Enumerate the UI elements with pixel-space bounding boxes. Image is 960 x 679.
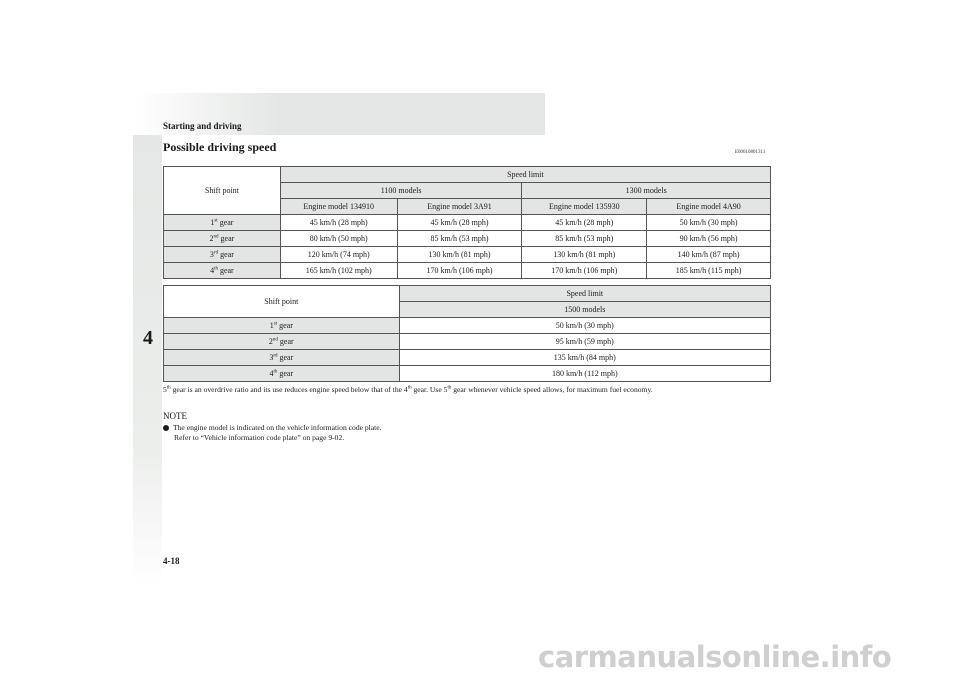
shift-point-header: Shift point: [164, 167, 281, 215]
engine-header: Engine model 4A90: [647, 199, 771, 215]
speed-cell: 45 km/h (28 mph): [280, 215, 397, 231]
speed-cell: 120 km/h (74 mph): [280, 247, 397, 263]
speed-cell: 130 km/h (81 mph): [397, 247, 522, 263]
overdrive-paragraph: 5th gear is an overdrive ratio and its use reduces engine speed below that of the 4th gear. Use 5th gear whenever vehicle speed allows, for maximum fuel economy.: [163, 385, 653, 394]
table-row: [164, 263, 771, 279]
speed-cell: 165 km/h (102 mph): [280, 263, 397, 279]
speed-cell: 170 km/h (106 mph): [397, 263, 522, 279]
speed-limit-header: Speed limit: [280, 167, 770, 183]
speed-cell: 130 km/h (81 mph): [522, 247, 647, 263]
watermark: carmanualsonline.info: [538, 640, 892, 674]
speed-cell: 95 km/h (59 mph): [399, 334, 770, 350]
note-reference[interactable]: Refer to “Vehicle information code plate” on page 9-02.: [174, 433, 345, 442]
gear-label: 3rd gear: [164, 247, 281, 263]
engine-header: Engine model 135930: [522, 199, 647, 215]
table-row: [164, 350, 771, 366]
chapter-number: 4: [143, 327, 153, 349]
note-item: The engine model is indicated on the vehicle information code plate. Refer to “Vehicle information code plate” on page 9-02.: [163, 423, 382, 443]
group-1500-header: 1500 models: [399, 302, 770, 318]
speed-cell: 45 km/h (28 mph): [397, 215, 522, 231]
table-row: [164, 366, 771, 382]
page-number: 4-18: [163, 556, 180, 566]
table-row: [164, 334, 771, 350]
table-row: [164, 318, 771, 334]
page-title: Possible driving speed: [163, 140, 277, 154]
speed-cell: 170 km/h (106 mph): [522, 263, 647, 279]
speed-table-1500: [163, 285, 771, 382]
table-row: [164, 215, 771, 231]
group-1300-header: 1300 models: [522, 183, 771, 199]
gear-label: 4th gear: [164, 263, 281, 279]
speed-cell: 180 km/h (112 mph): [399, 366, 770, 382]
chapter-tab: [133, 135, 162, 585]
speed-limit-header: Speed limit: [399, 286, 770, 302]
gear-label: 1st gear: [164, 215, 281, 231]
reference-code: E00610801311: [735, 150, 766, 155]
shift-point-header: Shift point: [164, 286, 400, 318]
bullet-icon: [163, 425, 169, 431]
speed-cell: 50 km/h (30 mph): [399, 318, 770, 334]
gear-label: 2nd gear: [164, 334, 400, 350]
speed-cell: 85 km/h (53 mph): [397, 231, 522, 247]
group-1100-header: 1100 models: [280, 183, 522, 199]
speed-cell: 185 km/h (115 mph): [647, 263, 771, 279]
speed-cell: 140 km/h (87 mph): [647, 247, 771, 263]
speed-cell: 90 km/h (56 mph): [647, 231, 771, 247]
speed-cell: 135 km/h (84 mph): [399, 350, 770, 366]
section-title: Starting and driving: [163, 121, 242, 131]
engine-header: Engine model 3A91: [397, 199, 522, 215]
engine-header: Engine model 134910: [280, 199, 397, 215]
speed-cell: 85 km/h (53 mph): [522, 231, 647, 247]
speed-table-1100-1300: [163, 166, 771, 279]
speed-cell: 45 km/h (28 mph): [522, 215, 647, 231]
note-heading: NOTE: [163, 411, 187, 421]
gear-label: 2nd gear: [164, 231, 281, 247]
gear-label: 3rd gear: [164, 350, 400, 366]
speed-cell: 80 km/h (50 mph): [280, 231, 397, 247]
table-row: [164, 231, 771, 247]
gear-label: 4th gear: [164, 366, 400, 382]
gear-label: 1st gear: [164, 318, 400, 334]
table-row: [164, 247, 771, 263]
speed-cell: 50 km/h (30 mph): [647, 215, 771, 231]
